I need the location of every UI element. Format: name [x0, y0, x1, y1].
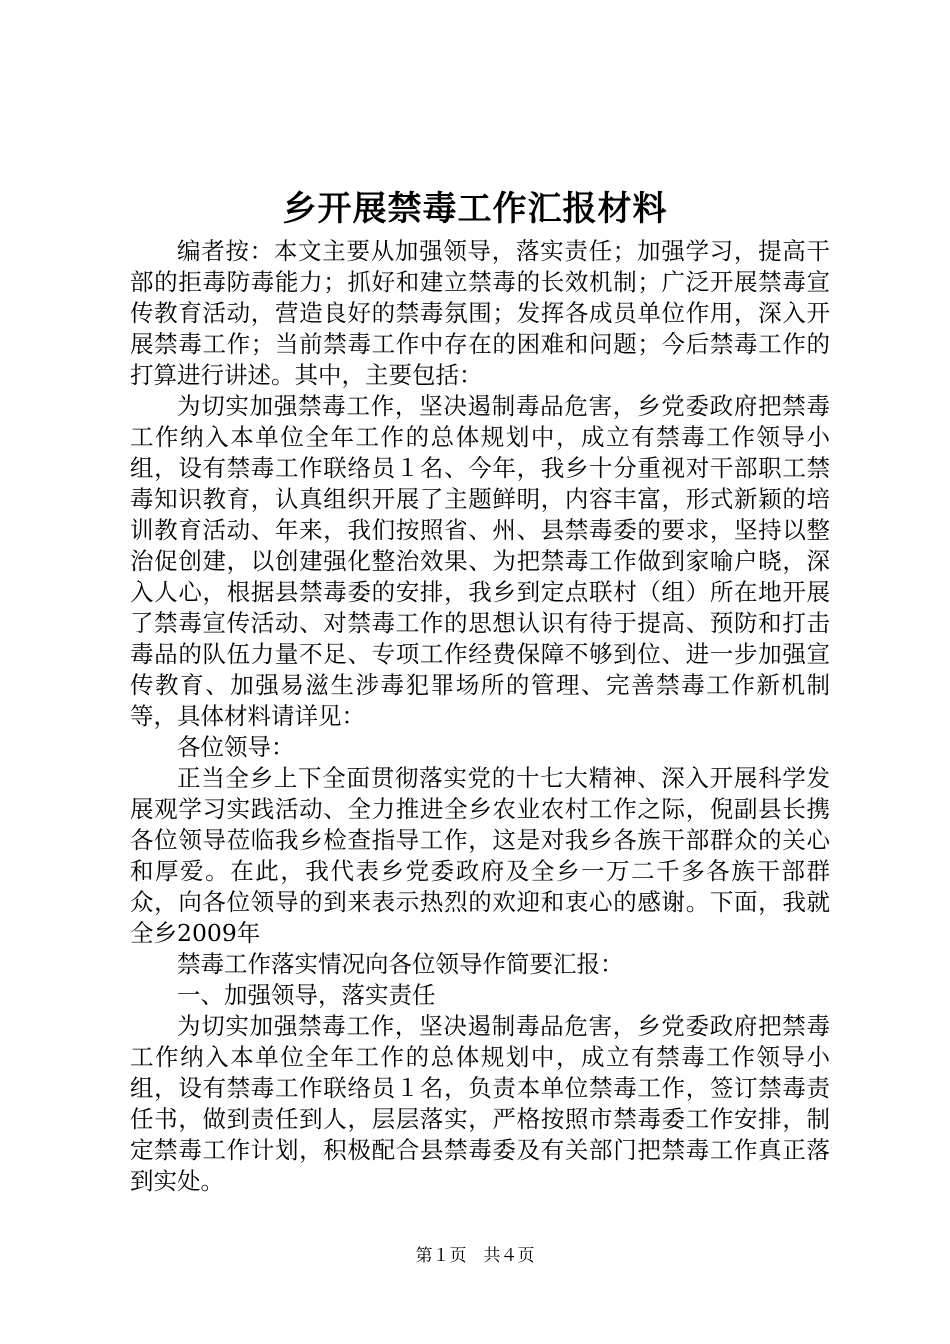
document-title: 乡开展禁毒工作汇报材料 [282, 189, 668, 229]
document-body [130, 236, 830, 1197]
paragraph-salutation: 各位领导： [177, 733, 295, 761]
page-number-footer: 第１页 共４页 [415, 1246, 535, 1266]
paragraph-editor-note: 编者按：本文主要从加强领导，落实责任；加强学习，提高干部的拒毒防毒能力；抓好和建立禁毒的长效机制；广泛开展禁毒宣传教育活动，营造良好的禁毒氛围；发挥各成员单位作用，深入开展禁毒工作；当前禁毒工作中存在的困难和问题；今后禁毒工作的打算进行讲述。其中，主要包括： [130, 237, 830, 389]
paragraph-section-1: 为切实加强禁毒工作，坚决遏制毒品危害，乡党委政府把禁毒工作纳入本单位全年工作的总体规划中，成立有禁毒工作领导小组，设有禁毒工作联络员１名，负责本单位禁毒工作，签订禁毒责任书，做到责任到人，层层落实，严格按照市禁毒委工作安排，制定禁毒工作计划，积极配合县禁毒委及有关部门把禁毒工作真正落到实处。 [130, 1012, 830, 1195]
section-heading-1: 一、加强领导，落实责任 [177, 981, 436, 1009]
paragraph-report-intro: 禁毒工作落实情况向各位领导作简要汇报： [177, 950, 624, 978]
paragraph-welcome: 正当全乡上下全面贯彻落实党的十七大精神、深入开展科学发展观学习实践活动、全力推进全乡农业农村工作之际，倪副县长携各位领导莅临我乡检查指导工作，这是对我乡各族干部群众的关心和厚爱。在此，我代表乡党委政府及全乡一万二千多各族干部群众，向各位领导的到来表示热烈的欢迎和衷心的感谢。下面，我就全乡2009年 [130, 764, 830, 947]
paragraph-summary: 为切实加强禁毒工作，坚决遏制毒品危害，乡党委政府把禁毒工作纳入本单位全年工作的总体规划中，成立有禁毒工作领导小组，设有禁毒工作联络员１名、今年，我乡十分重视对干部职工禁毒知识教育，认真组织开展了主题鲜明，内容丰富，形式新颖的培训教育活动、年来，我们按照省、州、县禁毒委的要求，坚持以整治促创建，以创建强化整治效果、为把禁毒工作做到家喻户晓，深入人心，根据县禁毒委的安排，我乡到定点联村（组）所在地开展了禁毒宣传活动、对禁毒工作的思想认识有待于提高、预防和打击毒品的队伍力量不足、专项工作经费保障不够到位、进一步加强宣传教育、加强易滋生涉毒犯罪场所的管理、完善禁毒工作新机制等，具体材料请详见： [130, 392, 830, 730]
